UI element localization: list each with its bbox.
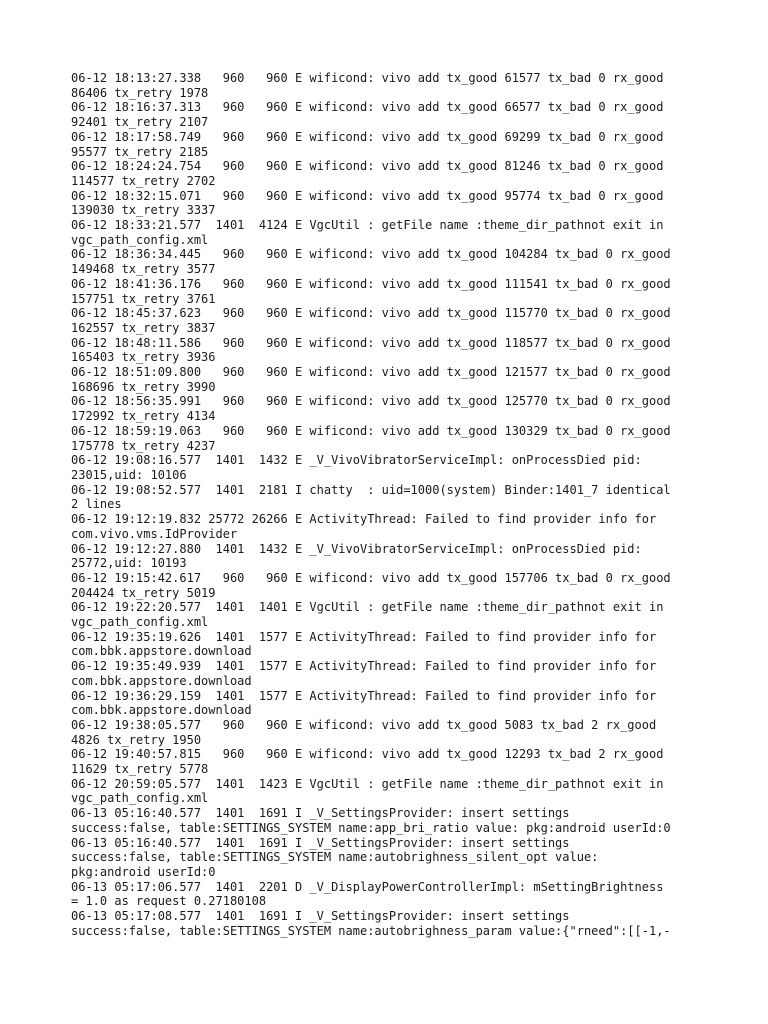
log-entry: 06-12 19:40:57.815 960 960 E wificond: vivo add tx_good 12293 tx_bad 2 rx_good 11629 tx_retry 5778 [71, 747, 664, 777]
log-entry: 06-12 19:35:19.626 1401 1577 E ActivityThread: Failed to find provider info for com.bbk.appstore.download [71, 629, 657, 659]
log-entry: 06-12 19:15:42.617 960 960 E wificond: vivo add tx_good 157706 tx_bad 0 rx_good 204424 tx_retry 5019 [71, 570, 671, 600]
log-entry: 06-12 18:48:11.586 960 960 E wificond: vivo add tx_good 118577 tx_bad 0 rx_good 165403 tx_retry 3936 [71, 335, 671, 365]
log-entry: 06-12 18:33:21.577 1401 4124 E VgcUtil : getFile name :theme_dir_pathnot exit in vgc_path_config.xml [71, 218, 664, 247]
log-entry: 06-12 19:22:20.577 1401 1401 E VgcUtil : getFile name :theme_dir_pathnot exit in vgc_path_config.xml [71, 600, 664, 630]
log-entry: 06-12 18:41:36.176 960 960 E wificond: vivo add tx_good 111541 tx_bad 0 rx_good 157751 tx_retry 3761 [71, 276, 671, 306]
log-entry: 06-12 18:17:58.749 960 960 E wificond: vivo add tx_good 69299 tx_bad 0 rx_good 95577 tx_retry 2185 [71, 129, 664, 159]
log-entry: 06-12 18:13:27.338 960 960 E wificond: vivo add tx_good 61577 tx_bad 0 rx_good 86406 tx_retry 1978 [71, 71, 664, 100]
log-entry: 06-12 19:12:19.832 25772 26266 E ActivityThread: Failed to find provider info for com.vivo.vms.IdProvider [71, 512, 657, 541]
log-entry: 06-12 19:36:29.159 1401 1577 E ActivityThread: Failed to find provider info for com.bbk.appstore.download [71, 688, 657, 718]
log-page [71, 71, 711, 938]
log-entry: 06-12 18:36:34.445 960 960 E wificond: vivo add tx_good 104284 tx_bad 0 rx_good 149468 tx_retry 3577 [71, 247, 671, 277]
log-entry: 06-12 18:45:37.623 960 960 E wificond: vivo add tx_good 115770 tx_bad 0 rx_good 162557 tx_retry 3837 [71, 306, 671, 335]
log-entry: 06-12 19:08:16.577 1401 1432 E _V_VivoVibratorServiceImpl: onProcessDied pid: 23015,uid: 10106 [71, 453, 642, 482]
log-entry: 06-12 19:35:49.939 1401 1577 E ActivityThread: Failed to find provider info for com.bbk.appstore.download [71, 659, 657, 688]
log-entry: 06-12 18:16:37.313 960 960 E wificond: vivo add tx_good 66577 tx_bad 0 rx_good 92401 tx_retry 2107 [71, 100, 664, 130]
log-entry: 06-13 05:16:40.577 1401 1691 I _V_SettingsProvider: insert settings success:false, table:SETTINGS_SYSTEM name:autobrighness_silent_opt value: pkg:android userId:0 [71, 835, 599, 879]
log-entry: 06-12 19:12:27.880 1401 1432 E _V_VivoVibratorServiceImpl: onProcessDied pid: 25772,uid: 10193 [71, 541, 642, 571]
log-entry: 06-13 05:16:40.577 1401 1691 I _V_SettingsProvider: insert settings success:false, table:SETTINGS_SYSTEM name:app_bri_ratio value: pkg:android userId:0 [71, 806, 671, 835]
log-entry: 06-12 20:59:05.577 1401 1423 E VgcUtil : getFile name :theme_dir_pathnot exit in vgc_path_config.xml [71, 776, 664, 806]
log-entry: 06-13 05:17:06.577 1401 2201 D _V_DisplayPowerControllerImpl: mSettingBrightness = 1.0 as request 0.27180108 [71, 879, 664, 909]
log-entry: 06-12 18:32:15.071 960 960 E wificond: vivo add tx_good 95774 tx_bad 0 rx_good 139030 tx_retry 3337 [71, 188, 664, 218]
log-entry: 06-12 19:08:52.577 1401 2181 I chatty : uid=1000(system) Binder:1401_7 identical 2 lines [71, 482, 671, 512]
log-entry: 06-12 19:38:05.577 960 960 E wificond: vivo add tx_good 5083 tx_bad 2 rx_good 4826 tx_retry 1950 [71, 717, 657, 747]
log-entry: 06-12 18:24:24.754 960 960 E wificond: vivo add tx_good 81246 tx_bad 0 rx_good 114577 tx_retry 2702 [71, 159, 664, 188]
log-entry: 06-13 05:17:08.577 1401 1691 I _V_SettingsProvider: insert settings success:false, table:SETTINGS_SYSTEM name:autobrighness_param value:{"rneed":[[-1,- [71, 909, 671, 938]
log-entry: 06-12 18:59:19.063 960 960 E wificond: vivo add tx_good 130329 tx_bad 0 rx_good 175778 tx_retry 4237 [71, 423, 671, 453]
log-entry: 06-12 18:51:09.800 960 960 E wificond: vivo add tx_good 121577 tx_bad 0 rx_good 168696 tx_retry 3990 [71, 365, 671, 394]
log-entry: 06-12 18:56:35.991 960 960 E wificond: vivo add tx_good 125770 tx_bad 0 rx_good 172992 tx_retry 4134 [71, 394, 671, 424]
